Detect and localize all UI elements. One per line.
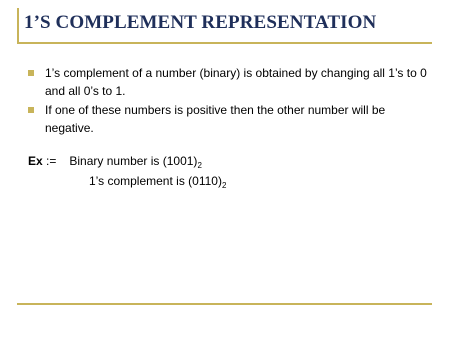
example-line-2 — [89, 172, 226, 195]
binary-number-text: Binary number is (1001) — [69, 154, 198, 168]
title-rule-vertical — [17, 8, 19, 43]
footer-rule — [17, 303, 432, 305]
complement-text: 1’s complement is (0110) — [89, 174, 222, 188]
slide-title: 1’S COMPLEMENT REPRESENTATION — [24, 12, 377, 33]
example-label: Ex — [28, 154, 43, 168]
binary-base-subscript: 2 — [197, 161, 202, 170]
bullet-item — [28, 101, 433, 137]
bullet-item — [28, 64, 433, 100]
bullet-list — [28, 64, 433, 138]
example-assign: := — [42, 154, 57, 168]
bullet-text: 1’s complement of a number (binary) is obtained by changing all 1’s to 0 and all 0’s to 1. — [45, 66, 427, 98]
bullet-text: If one of these numbers is positive then the other number will be negative. — [45, 103, 386, 135]
complement-base-subscript: 2 — [221, 181, 227, 190]
square-bullet-icon — [28, 107, 34, 113]
square-bullet-icon — [28, 70, 34, 76]
title-rule-horizontal — [17, 42, 432, 44]
